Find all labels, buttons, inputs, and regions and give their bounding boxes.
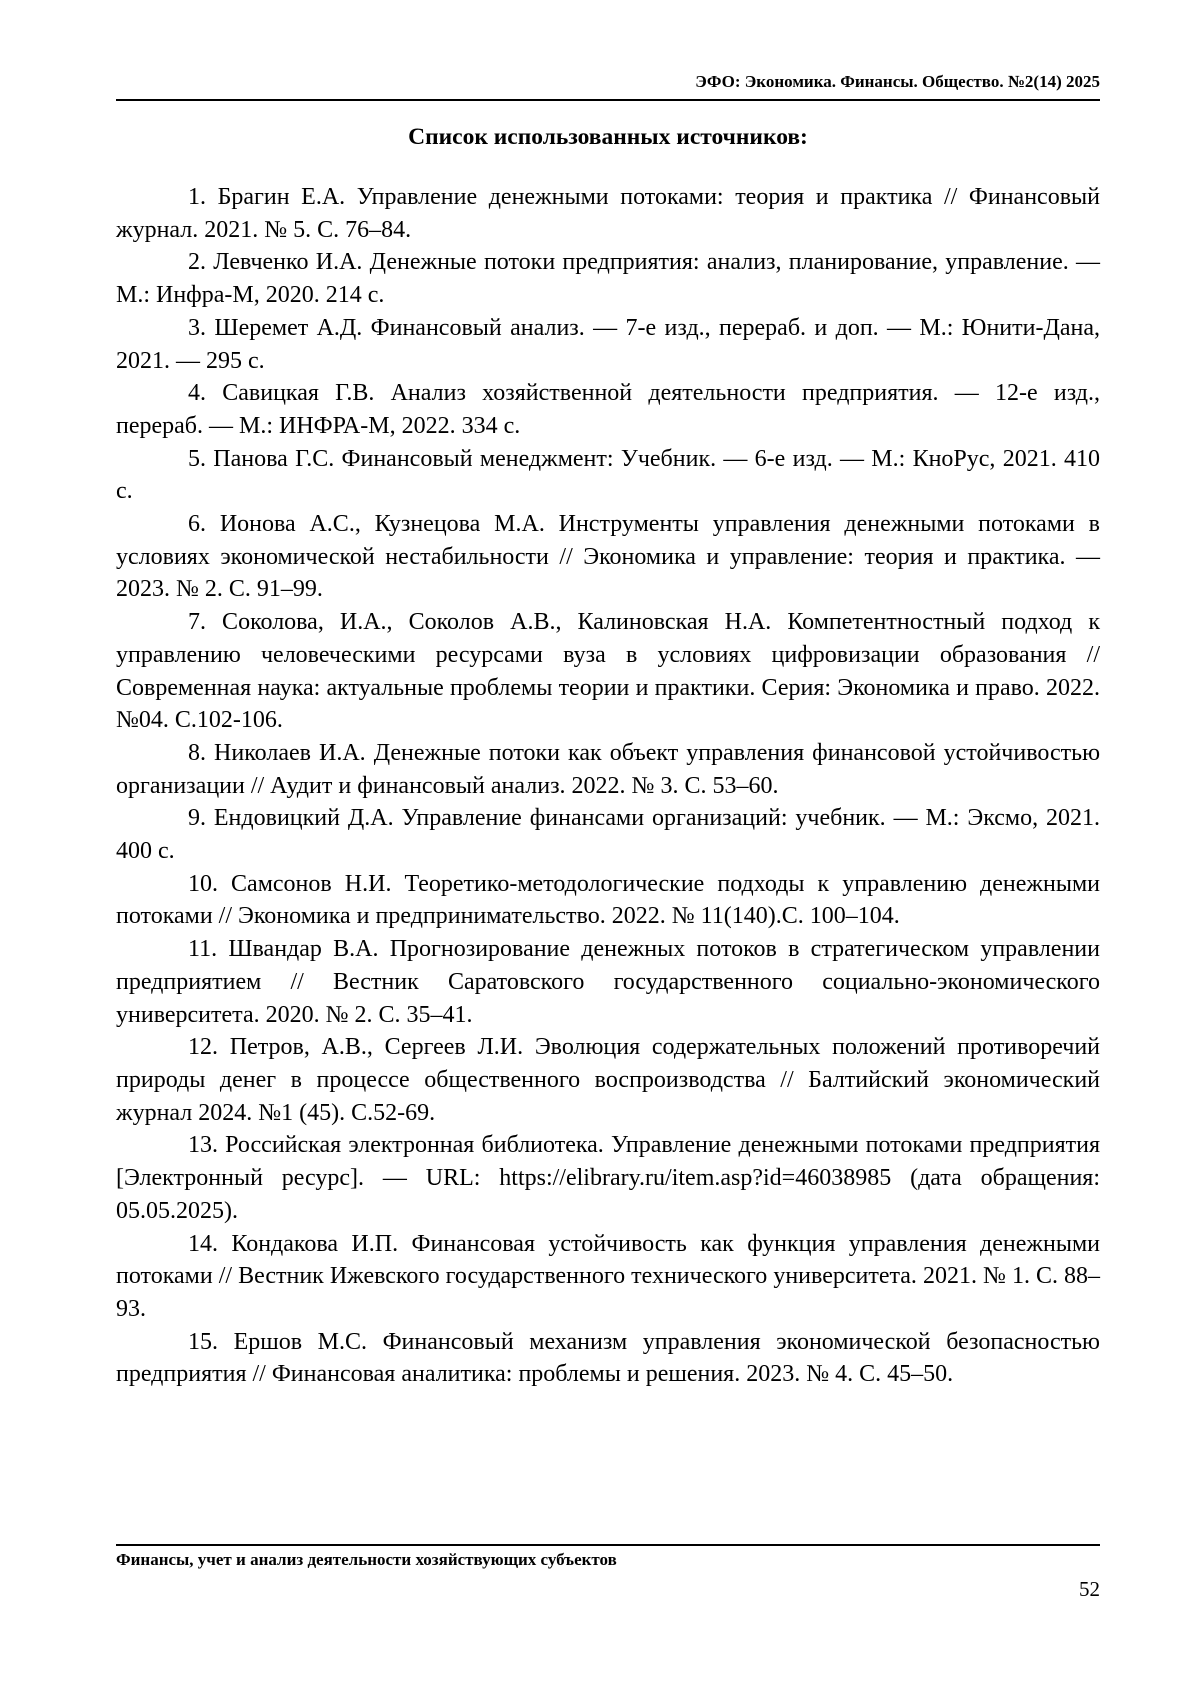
references-list: [116, 181, 1100, 1391]
reference-entry-7: 7. Соколова, И.А., Соколов А.В., Калиновская Н.А. Компетентностный подход к управлению человеческими ресурсами вуза в условиях цифровизации образования // Современная наука: актуальные проблемы теории и практики. Серия: Экономика и право. 2022. №04. С.102-106.: [116, 606, 1100, 737]
reference-entry-1: 1. Брагин Е.А. Управление денежными потоками: теория и практика // Финансовый журнал. 2021. № 5. С. 76–84.: [116, 181, 1100, 246]
reference-entry-5: 5. Панова Г.С. Финансовый менеджмент: Учебник. — 6-е изд. — М.: КноРус, 2021. 410 с.: [116, 443, 1100, 508]
reference-entry-12: 12. Петров, А.В., Сергеев Л.И. Эволюция содержательных положений противоречий природы денег в процессе общественного воспроизводства // Балтийский экономический журнал 2024. №1 (45). С.52-69.: [116, 1031, 1100, 1129]
reference-entry-4: 4. Савицкая Г.В. Анализ хозяйственной деятельности предприятия. — 12-е изд., перераб. — М.: ИНФРА-М, 2022. 334 с.: [116, 377, 1100, 442]
reference-entry-6: 6. Ионова А.С., Кузнецова М.А. Инструменты управления денежными потоками в условиях экономической нестабильности // Экономика и управление: теория и практика. —2023. № 2. С. 91–99.: [116, 508, 1100, 606]
reference-entry-11: 11. Швандар В.А. Прогнозирование денежных потоков в стратегическом управлении предприятием // Вестник Саратовского государственного социально-экономического университета. 2020. № 2. С. 35–41.: [116, 933, 1100, 1031]
running-footer: Финансы, учет и анализ деятельности хозяйствующих субъектов: [116, 1549, 617, 1571]
reference-entry-9: 9. Ендовицкий Д.А. Управление финансами организаций: учебник. — М.: Эксмо, 2021. 400 с.: [116, 802, 1100, 867]
reference-entry-8: 8. Николаев И.А. Денежные потоки как объект управления финансовой устойчивостью организации // Аудит и финансовый анализ. 2022. № 3. С. 53–60.: [116, 737, 1100, 802]
page-number: 52: [1079, 1576, 1100, 1602]
reference-entry-14: 14. Кондакова И.П. Финансовая устойчивость как функция управления денежными потоками // Вестник Ижевского государственного технического университета. 2021. № 1. С. 88–93.: [116, 1228, 1100, 1326]
reference-entry-10: 10. Самсонов Н.И. Теоретико-методологические подходы к управлению денежными потоками // Экономика и предпринимательство. 2022. № 11(140).С. 100–104.: [116, 868, 1100, 933]
footer-rule: [116, 1544, 1100, 1546]
reference-entry-3: 3. Шеремет А.Д. Финансовый анализ. — 7-е изд., перераб. и доп. — М.: Юнити-Дана, 2021. — 295 с.: [116, 312, 1100, 377]
reference-entry-15: 15. Ершов М.С. Финансовый механизм управления экономической безопасностью предприятия // Финансовая аналитика: проблемы и решения. 2023. № 4. С. 45–50.: [116, 1326, 1100, 1391]
reference-entry-2: 2. Левченко И.А. Денежные потоки предприятия: анализ, планирование, управление. — М.: Инфра-М, 2020. 214 с.: [116, 246, 1100, 311]
section-title: Список использованных источников:: [116, 123, 1100, 151]
running-header: ЭФО: Экономика. Финансы. Общество. №2(14) 2025: [116, 72, 1100, 92]
header-rule: [116, 99, 1100, 101]
reference-entry-13: 13. Российская электронная библиотека. Управление денежными потоками предприятия [Электронный ресурс]. — URL: https://elibrary.ru/item.asp?id=46038985 (дата обращения: 05.05.2025).: [116, 1129, 1100, 1227]
